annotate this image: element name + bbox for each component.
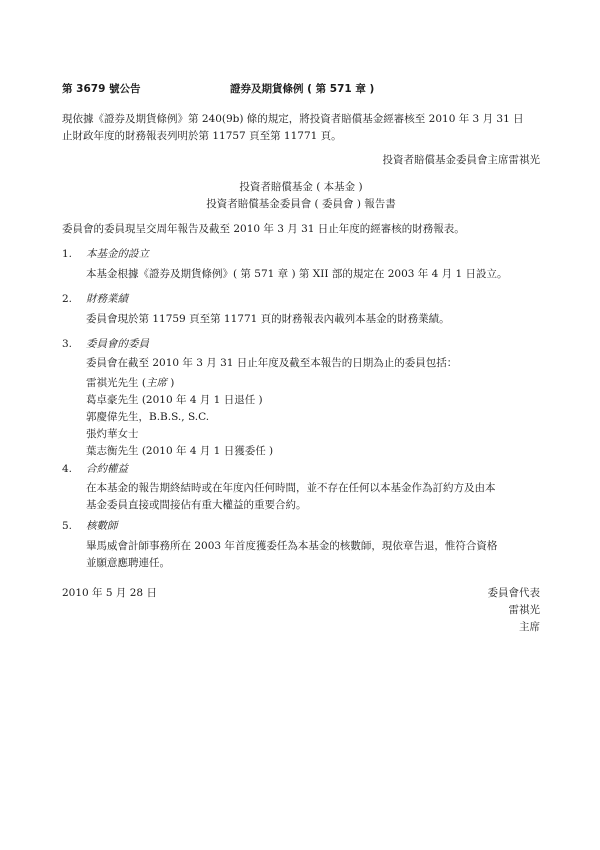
member-item: 雷祺光先生 (主席 )	[86, 377, 175, 389]
section-heading	[62, 518, 118, 535]
report-title	[62, 179, 540, 213]
signatory-name: 雷祺光	[508, 604, 540, 616]
section-number: 4.	[62, 463, 73, 475]
member-item: 張灼華女士	[86, 428, 139, 440]
section-title: 本基金的設立	[86, 248, 149, 260]
member-item: 郭慶偉先生，B.B.S., S.C.	[86, 411, 210, 423]
section-body	[86, 538, 540, 572]
section-title: 委員會的委員	[86, 338, 149, 350]
section-number: 1.	[62, 248, 73, 260]
section-heading	[62, 291, 128, 308]
section-line: 並願意應聘連任。	[86, 557, 170, 569]
ordinance-title: 證券及期貨條例 ( 第 571 章 )	[230, 83, 375, 95]
lead-paragraph: 委員會的委員現呈交周年報告及截至 2010 年 3 月 31 日止年度的經審核的財務報表。	[62, 223, 465, 235]
section-number: 5.	[62, 520, 73, 532]
section-line: 委員會現於第 11759 頁至第 11771 頁的財務報表內載列本基金的財務業績。	[86, 313, 450, 325]
section-heading	[62, 246, 149, 263]
section-title: 合約權益	[86, 463, 128, 475]
member-role: 主席	[145, 377, 167, 389]
section-body	[86, 355, 540, 372]
section-number: 3.	[62, 338, 73, 350]
report-title-line: 投資者賠償基金 ( 本基金 )	[239, 181, 363, 193]
intro-line: 止財政年度的財務報表列明於第 11757 頁至第 11771 頁。	[62, 130, 342, 142]
section-heading	[62, 336, 149, 353]
member-item: 葛卓豪先生 (2010 年 4 月 1 日退任 )	[86, 394, 263, 406]
signature-line: 委員會代表	[487, 587, 540, 599]
intro-paragraph	[62, 111, 540, 145]
section-body	[86, 480, 540, 514]
section-title: 核數師	[86, 520, 118, 532]
section-line: 在本基金的報告期終結時或在年度內任何時間，並不存在任何以本基金作為訂約方及由本	[86, 482, 496, 494]
signatory-title: 主席	[519, 621, 540, 633]
section-line: 委員會在截至 2010 年 3 月 31 日止年度及截至本報告的日期為止的委員包括：	[86, 357, 458, 369]
section-body	[86, 266, 540, 283]
member-list	[86, 375, 273, 460]
signature-block	[488, 585, 541, 636]
notice-number: 第 3679 號公告	[62, 83, 141, 95]
section-number: 2.	[62, 293, 73, 305]
section-heading	[62, 461, 128, 478]
member-item: 葉志衡先生 (2010 年 4 月 1 日獲委任 )	[86, 445, 274, 457]
report-date: 2010 年 5 月 28 日	[62, 587, 157, 599]
section-line: 基金委員直接或間接佔有重大權益的重要合約。	[86, 499, 307, 511]
section-line: 本基金根據《證券及期貨條例》( 第 571 章 ) 第 XII 部的規定在 2003 年 4 月 1 日設立。	[86, 268, 508, 280]
report-title-line: 投資者賠償基金委員會 ( 委員會 ) 報告書	[206, 198, 396, 210]
chairman-line: 投資者賠償基金委員會主席雷祺光	[382, 154, 540, 166]
section-line: 畢馬威會計師事務所在 2003 年首度獲委任為本基金的核數師，現依章告退，惟符合資格	[86, 540, 498, 552]
section-body	[86, 311, 540, 328]
intro-line: 現依據《證券及期貨條例》第 240(9b) 條的規定，將投資者賠償基金經審核至 2010 年 3 月 31 日	[62, 113, 524, 125]
section-title: 財務業績	[86, 293, 128, 305]
